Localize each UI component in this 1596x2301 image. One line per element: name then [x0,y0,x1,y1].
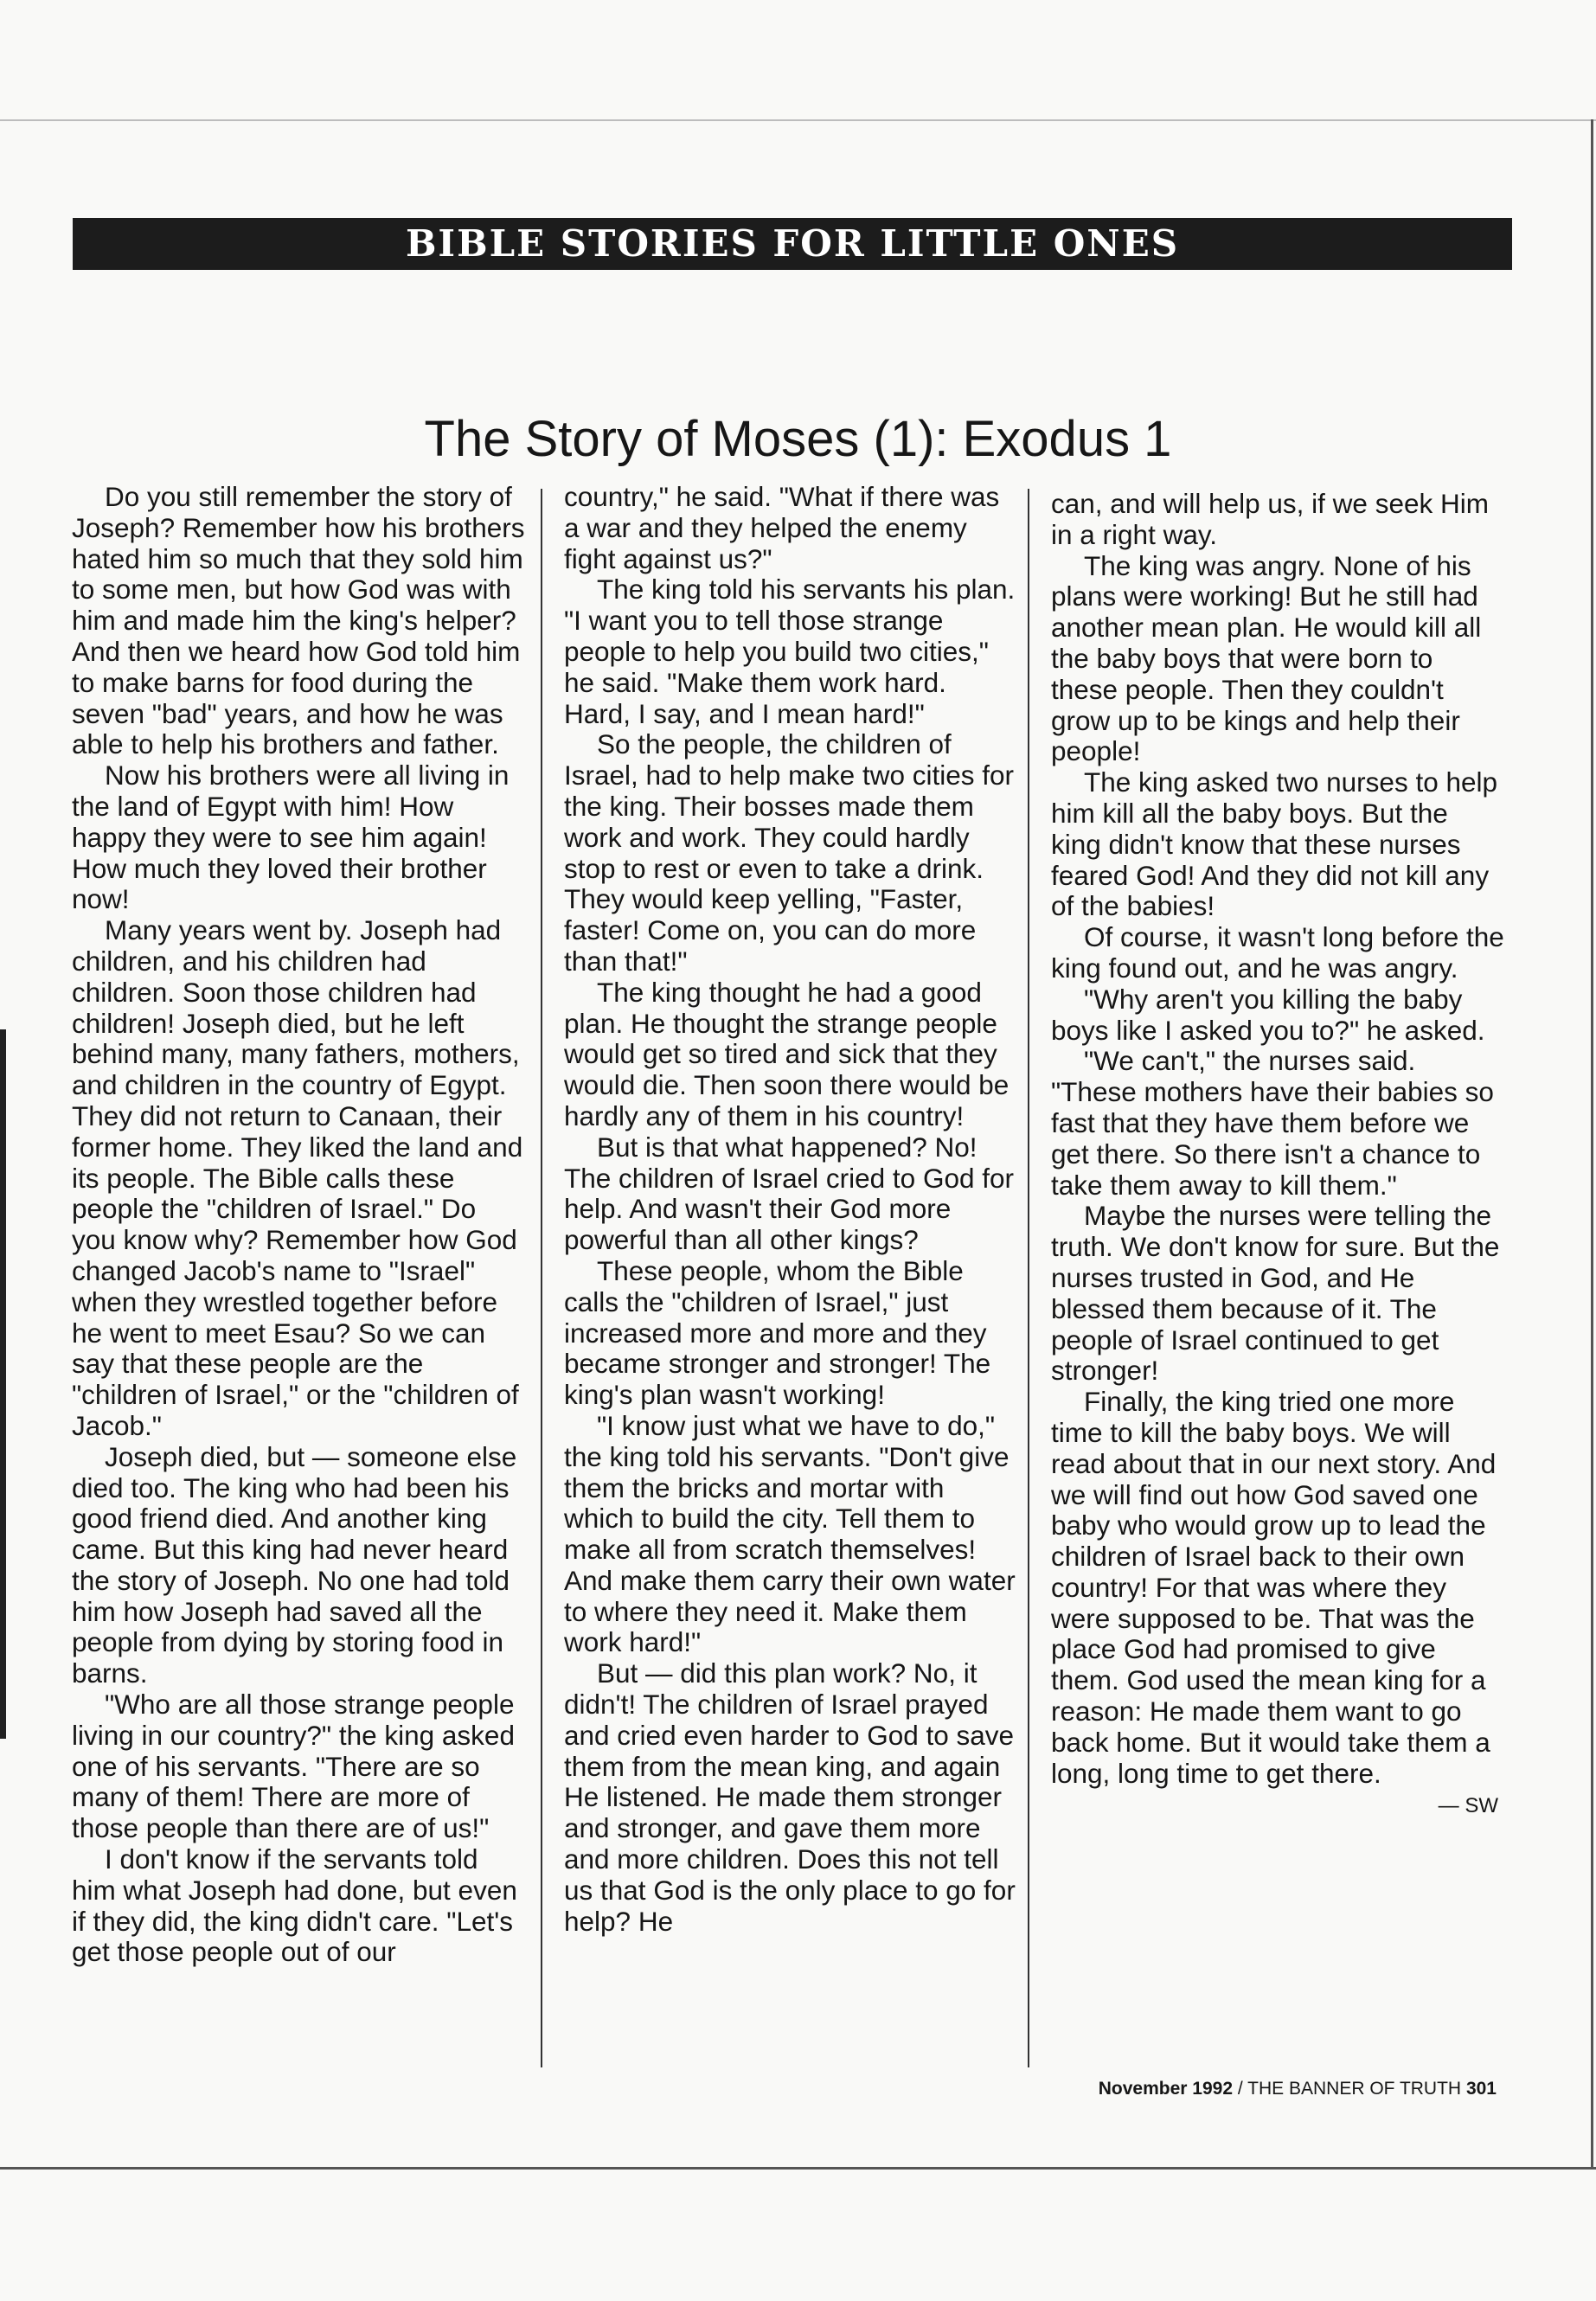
footer-date: November 1992 [1098,2079,1234,2099]
column-2 [564,482,1018,1937]
page-number: 301 [1465,2079,1497,2099]
paragraph: Many years went by. Joseph had children, and his children had children. Soon those children had children! Joseph died, but he left behind many, many fathers, mothers, and children in the country of Egypt. They did not return to Canaan, their former home. They liked the land and its people. The Bible calls these people the "children of Israel." Do you know why? Remember how God changed Jacob's name to "Israel" when they wrestled together before he went to meet Esau? So we can say that these people are the "children of Israel," or the "children of Jacob." [72,914,523,1441]
paragraph: Joseph died, but — someone else died too. The king who had been his good friend died. And another king came. But this king had never heard the story of Joseph. No one had told him how Joseph had saved all the people from dying by storing food in barns. [72,1440,517,1689]
paragraph: The king told his servants his plan. "I want you to tell those strange people to help you build two cities," he said. "Make them work hard. Hard, I say, and I mean hard!" [564,574,1016,729]
paragraph: Do you still remember the story of Joseph? Remember how his brothers hated him so much that they sold him to some men, but how God was with him and made him the king's helper? And then we heard how God told him to make barns for food during the seven "bad" years, and how he was able to help his brothers and father. [72,481,525,760]
column-3 [1051,489,1505,1823]
column-divider [1028,489,1029,2067]
paragraph: These people, whom the Bible calls the "children of Israel," just increased more and more and they became stronger and stronger! The king's plan wasn't working! [564,1254,991,1411]
section-banner: BIBLE STORIES FOR LITTLE ONES [73,218,1512,270]
article-title: The Story of Moses (1): Exodus 1 [424,411,1172,467]
bottom-rule [0,2167,1596,2170]
column-divider [541,489,542,2067]
paragraph: country," he said. "What if there was a war and they helped the enemy fight against us?" [564,481,1000,574]
footer-separator: / [1233,2079,1248,2099]
paragraph: "I know just what we have to do," the king told his servants. "Don't give them the bricks and mortar with which to build the city. Tell them to make all from scratch themselves! And make them carry their own water to where they need it. Make them work hard!" [564,1409,1016,1658]
paragraph: The king thought he had a good plan. He thought the strange people would get so tired and sick that they would die. Then soon there would be hardly any of them in his country! [564,976,1010,1131]
author-signature: — SW [1438,1794,1498,1818]
paragraph: Now his brothers were all living in the land of Egypt with him! How happy they were to see him again! How much they loved their brother now! [72,760,510,915]
paragraph: But is that what happened? No! The children of Israel cried to God for help. And wasn't their God more powerful than all other kings? [564,1131,1014,1256]
paragraph: But — did this plan work? No, it didn't! The children of Israel prayed and cried even harder to God to save them from the mean king, and again He listened. He made them stronger and stronger, and gave them more and more children. Does this not tell us that God is the only place to go for help? He [564,1657,1016,1937]
column-1 [72,482,526,1968]
paragraph: The king asked two nurses to help him kill all the baby boys. But the king didn't know that these nurses feared God! And they did not kill any of the babies! [1051,766,1498,922]
paragraph: "Who are all those strange people living in our country?" the king asked one of his servants. "There are so many of them! There are more of those people than there are of us!" [72,1689,515,1844]
paragraph: So the people, the children of Israel, had to help make two cities for the king. Their bosses made them work and work. They could hardly stop to rest or even to take a drink. They would keep yelling, "Faster, faster! Come on, you can do more than that!" [564,728,1014,977]
paragraph: Finally, the king tried one more time to kill the baby boys. We will read about that in our next story. And we will find out how God saved one baby who would grow up to lead the children of Israel back to their own country! For that was where they were supposed to be. That was the place God had promised to give them. God used the mean king for a reason: He made them want to go back home. But it would take them a long, long time to get there. [1051,1386,1497,1789]
footer-publication: THE BANNER OF TRUTH [1247,2079,1462,2099]
page-footer [1003,2076,1497,2102]
paragraph: Maybe the nurses were telling the truth. We don't know for sure. But the nurses trusted in God, and He blessed them because of it. The people of Israel continued to get stronger! [1051,1200,1500,1387]
scan-edge-mark [0,1029,6,1739]
paragraph: The king was angry. None of his plans were working! But he still had another mean plan. He would kill all the baby boys that were born to these people. Then they couldn't grow up to be kings and help their people! [1051,549,1482,767]
paragraph: Of course, it wasn't long before the king found out, and he was angry. [1051,921,1504,984]
paragraph: "Why aren't you killing the baby boys like I asked you to?" he asked. [1051,983,1485,1046]
paragraph: I don't know if the servants told him what Joseph had done, but even if they did, the king didn't care. "Let's get those people out of our [72,1843,517,1968]
paragraph: "We can't," the nurses said. "These mothers have their babies so fast that they have them before we get there. So there isn't a chance to take them away to kill them." [1051,1045,1494,1201]
paragraph: can, and will help us, if we seek Him in a right way. [1051,488,1489,550]
top-rule [0,119,1596,121]
